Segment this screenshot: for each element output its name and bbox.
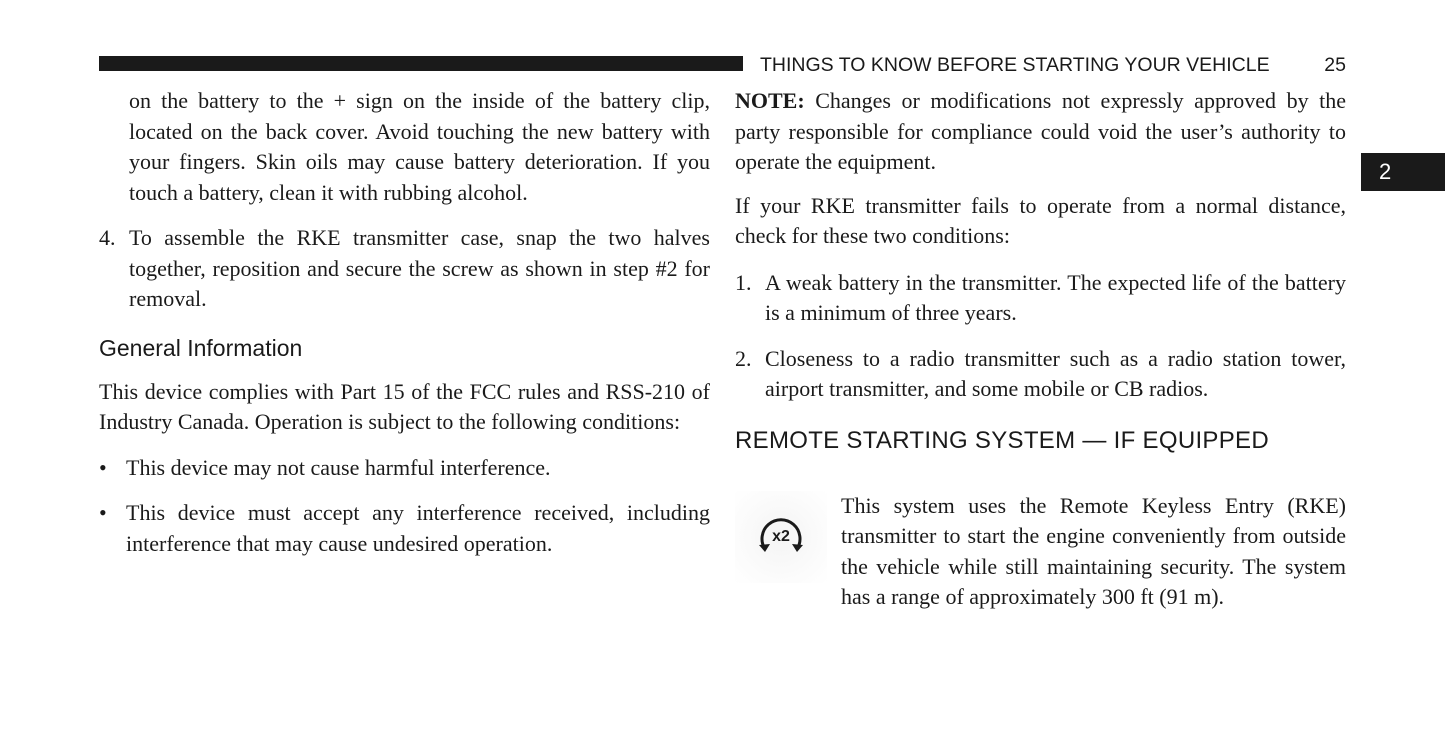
rke-paragraph: If your RKE transmitter fails to operate from a normal distance, check for these two conditions:	[735, 192, 1346, 248]
icon-label: x2	[772, 527, 790, 545]
chapter-tab: 2	[1361, 153, 1445, 191]
condition-text: A weak battery in the transmitter. The expected life of the battery is a minimum of three years.	[765, 269, 1346, 325]
note-paragraph	[735, 86, 1346, 178]
fcc-paragraph: This device complies with Part 15 of the FCC rules and RSS-210 of Industry Canada. Operation is subject to the following conditions:	[99, 378, 710, 434]
condition-item	[735, 268, 1346, 329]
condition-number: 1.	[735, 269, 752, 295]
note-text: Changes or modifications not expressly approved by the party responsible for compliance could void the user’s authority to operate the equipment.	[735, 88, 1346, 174]
bullet-icon: •	[99, 454, 107, 480]
remote-start-paragraph: This system uses the Remote Keyless Entry (RKE) transmitter to start the engine conveniently from outside the vehicle while still maintaining security. The system has a range of approximately 300 ft (91 m).	[841, 492, 1346, 609]
note-label: NOTE:	[735, 88, 805, 113]
bullet-item	[99, 498, 710, 559]
remote-start-icon	[735, 491, 827, 583]
remote-starting-heading: REMOTE STARTING SYSTEM — IF EQUIPPED	[735, 426, 1269, 454]
remote-start-x2-icon	[751, 511, 811, 563]
remote-start-block	[735, 491, 1346, 613]
bullet-icon: •	[99, 500, 107, 525]
running-header	[760, 52, 1346, 78]
header-rule	[99, 56, 743, 71]
bullet-text: This device may not cause harmful interference.	[126, 454, 551, 480]
step-4	[99, 223, 710, 315]
section-title: THINGS TO KNOW BEFORE STARTING YOUR VEHICLE	[760, 54, 1270, 76]
battery-continued-paragraph: on the battery to the + sign on the inside of the battery clip, located on the back cover. Avoid touching the new battery with your fingers. Skin oils may cause battery deterioration. If you touch a battery, clean it with rubbing alcohol.	[129, 88, 710, 205]
bullet-item	[99, 453, 710, 484]
step-4-text: To assemble the RKE transmitter case, snap the two halves together, reposition and secure the screw as shown in step #2 for removal.	[129, 225, 710, 311]
right-column	[735, 86, 1346, 613]
condition-item	[735, 344, 1346, 405]
bullet-text: This device must accept any interference received, including interference that may cause undesired operation.	[126, 500, 710, 556]
condition-text: Closeness to a radio transmitter such as a radio station tower, airport transmitter, and some mobile or CB radios.	[765, 345, 1346, 401]
page-number: 25	[1324, 54, 1346, 76]
step-4-number: 4.	[99, 225, 116, 250]
condition-number: 2.	[735, 345, 752, 371]
general-information-heading: General Information	[99, 334, 303, 361]
left-column	[99, 86, 710, 559]
